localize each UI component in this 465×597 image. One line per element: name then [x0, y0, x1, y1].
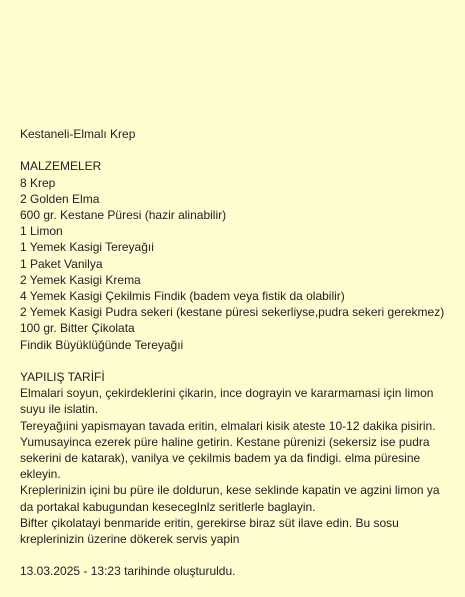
ingredient-item: Findik Büyüklüğünde Tereyağıi — [20, 337, 184, 352]
ingredient-item: 600 gr. Kestane Püresi (hazir alinabilir) — [20, 208, 227, 222]
ingredient-item: 2 Yemek Kasigi Krema — [20, 272, 141, 287]
recipe-content — [20, 126, 450, 580]
spacer — [20, 547, 450, 563]
spacer — [20, 142, 450, 158]
ingredient-item: 2 Golden Elma — [20, 191, 100, 206]
ingredient-item: 1 Yemek Kasigi Tereyağıi — [20, 240, 154, 255]
ingredient-item: 2 Yemek Kasigi Pudra sekeri (kestane püresi sekerliyse,pudra sekeri gerekmez) — [20, 305, 445, 320]
created-timestamp: 13.03.2025 - 13:23 tarihinde oluşturuldu. — [20, 564, 236, 579]
recipe-paragraph: Tereyağıini yapismayan tavada eritin, elmalari kisik ateste 10-12 dakika pisirin. Yumusayinca ezerek püre haline getirin. Kestane pürenizi (sekersiz ise pudra sekerini de katarak), vanilya ve çekilmis badem ya da findigi. elma püresine ekleyin. — [20, 418, 436, 482]
ingredient-item: 1 Paket Vanilya — [20, 256, 103, 271]
ingredients-heading: MALZEMELER — [20, 159, 102, 174]
recipe-heading: YAPILIŞ TARİFİ — [20, 370, 105, 385]
recipe-title: Kestaneli-Elmalı Krep — [20, 127, 136, 141]
recipe-paragraph: Elmalari soyun, çekirdeklerini çikarin, ince dograyin ve kararmamasi için limon suyu ile islatin. — [20, 386, 434, 417]
ingredient-item: 8 Krep — [20, 175, 56, 190]
ingredient-item: 100 gr. Bitter Çikolata — [20, 321, 135, 336]
spacer — [20, 353, 450, 369]
recipe-paragraph: Bifter çikolatayi benmaride eritin, gerekirse biraz süt ilave edin. Bu sosu kreplerinizin üzerine dökerek servis yapin — [20, 515, 399, 547]
recipe-paragraph: Kreplerinizin içini bu püre ile doldurun, kese seklinde kapatin ve agzini limon ya da portakal kabugundan kesecegInlz seritlerle baglayin. — [20, 483, 440, 514]
ingredient-item: 4 Yemek Kasigi Çekilmis Findik (badem veya fistik da olabilir) — [20, 289, 345, 304]
ingredient-item: 1 Limon — [20, 224, 63, 239]
